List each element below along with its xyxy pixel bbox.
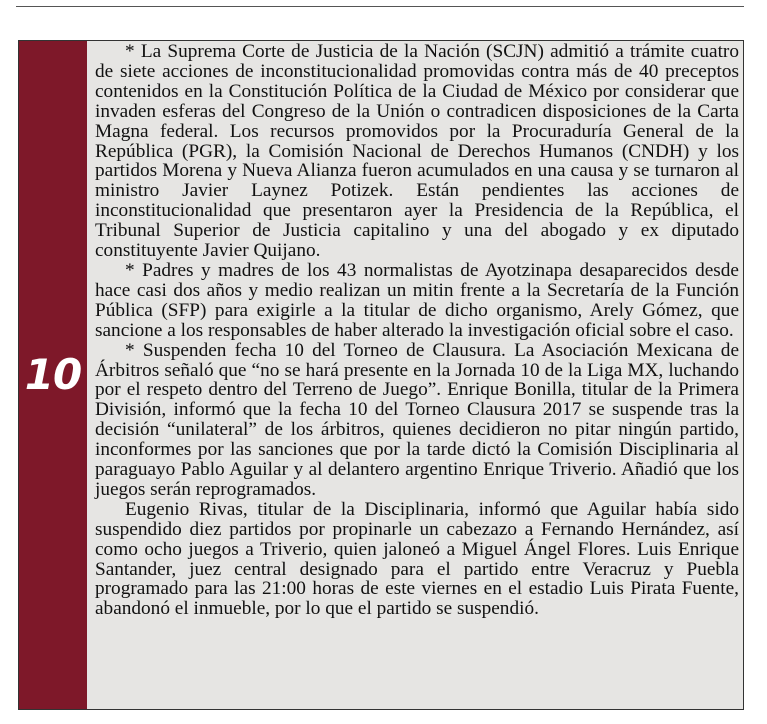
paragraph-disciplinaria: Eugenio Rivas, titular de la Disciplinaria, informó que Aguilar había sido suspendido diez partidos por propinarle un cabezazo a Fernando Hernández, así como ocho juegos a Triverio, quien jaloneó a Miguel Ángel Flores. Luis Enrique Santander, juez central designado para el partido entre Veracruz y Puebla programado para las 21:00 horas de este viernes en el estadio Luis Pirata Fuente, abandonó el inmueble, por lo que el partido se suspendió. xyxy=(95,498,739,620)
paragraph-ayotzinapa: * Padres y madres de los 43 normalistas de Ayotzinapa desaparecidos desde hace casi dos años y medio realizan un mitin frente a la Secretaría de la Función Pública (SFP) para exigirle a la titular de dicho organismo, Arely Gómez, que sancione a los responsables de haber alterado la investigación oficial sobre el caso. xyxy=(95,259,739,341)
paragraph-torneo-clausura: * Suspenden fecha 10 del Torneo de Clausura. La Asociación Mexicana de Árbitros señaló que “no se hará presente en la Jornada 10 de la Liga MX, luchando por el respeto dentro del Terreno de Juego”. Enrique Bonilla, titular de la Primera División, informó que la fecha 10 del Torneo Clausura 2017 se suspende tras la decisión “unilateral” de los árbitros, quienes decidieron no pitar ningún partido, inconformes por las sanciones que por la tarde dictó la Comisión Disciplinaria al paraguayo Pablo Aguilar y al delantero argentino Enrique Triverio. Añadió que los juegos serán reprogramados. xyxy=(95,339,739,500)
top-divider xyxy=(16,6,744,7)
section-number: 10 xyxy=(24,350,82,399)
news-brief-box xyxy=(18,40,744,710)
news-text xyxy=(95,42,739,619)
paragraph-scjn: * La Suprema Corte de Justicia de la Nación (SCJN) admitió a trámite cuatro de siete acciones de inconstitucionalidad promovidas contra más de 40 preceptos contenidos en la Constitución Política de la Ciudad de México por considerar que invaden esferas del Congreso de la Unión o contradicen disposiciones de la Carta Magna federal. Los recursos promovidos por la Procuraduría General de la República (PGR), la Comisión Nacional de Derechos Humanos (CNDH) y los partidos Morena y Nueva Alianza fueron acumulados en una causa y se turnaron al ministro Javier Laynez Potizek. Están pendientes las acciones de inconstitucionalidad que presentaron ayer la Presidencia de la República, el Tribunal Superior de Justicia capitalino y una del abogado y ex diputado constituyente Javier Quijano. xyxy=(95,41,739,262)
section-number-bar xyxy=(19,41,87,709)
